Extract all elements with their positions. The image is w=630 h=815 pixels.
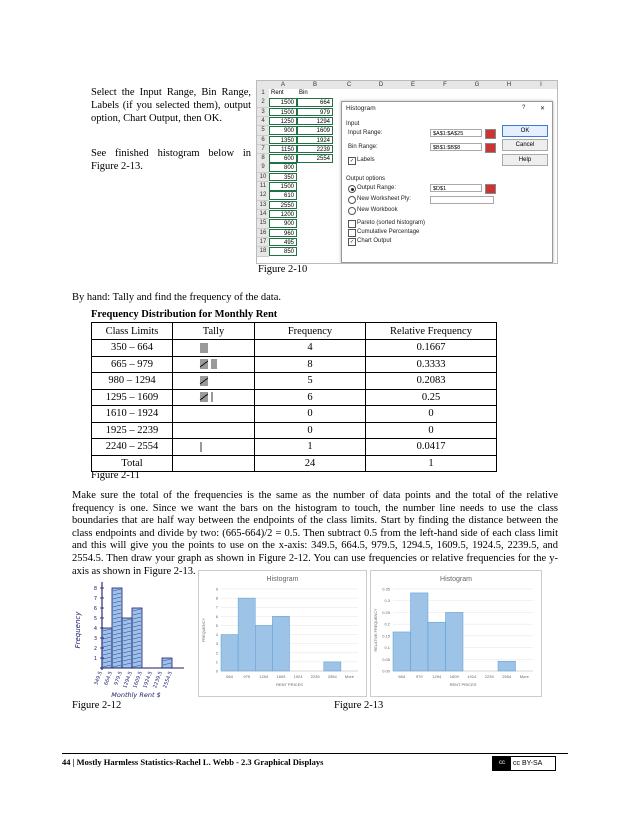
x-tick-label: 979 bbox=[415, 674, 423, 679]
x-tick-label: 2239 bbox=[310, 674, 320, 679]
column-header: Class Limits bbox=[92, 323, 173, 340]
step-instructions: Select the Input Range, Bin Range, Labels (if you selected them), output option, Chart Output, then OK. bbox=[91, 87, 251, 124]
column-header[interactable]: C bbox=[333, 81, 366, 89]
relative-frequency-cell: 0.1667 bbox=[366, 340, 497, 357]
x-tick-label: 1609 bbox=[276, 674, 286, 679]
frequency-histogram-panel bbox=[198, 570, 367, 697]
x-axis-label: RENT PRICES bbox=[449, 682, 477, 687]
dialog-title: Histogram bbox=[346, 105, 376, 112]
y-axis-label: RELATIVE FREQUENCY bbox=[374, 608, 378, 652]
y-tick-label: 4 bbox=[215, 632, 218, 638]
column-header[interactable]: E bbox=[397, 81, 430, 89]
row-header[interactable]: 10 bbox=[257, 173, 269, 183]
page-footer: 44 | Mostly Harmless Statistics-Rachel L. Webb - 2.3 Graphical Displays bbox=[62, 757, 324, 767]
table-row bbox=[92, 422, 497, 439]
cancel-button[interactable]: Cancel bbox=[502, 139, 548, 151]
x-tick-label: More bbox=[519, 674, 529, 679]
class-limits-cell: 665 – 979 bbox=[92, 356, 173, 373]
column-header: Frequency bbox=[255, 323, 366, 340]
y-tick-label: 9 bbox=[215, 586, 218, 592]
column-header[interactable]: B bbox=[297, 81, 334, 89]
x-tick-label: 1924.5 bbox=[142, 670, 154, 690]
row-header[interactable]: 18 bbox=[257, 247, 269, 257]
sheet-cell[interactable]: 900 bbox=[269, 219, 297, 228]
labels-label: Labels bbox=[357, 157, 375, 163]
x-tick-label: 2239 bbox=[484, 674, 494, 679]
tally-cell bbox=[173, 389, 255, 406]
x-tick-label: 979 bbox=[243, 674, 251, 679]
sheet-cell[interactable]: 1200 bbox=[269, 210, 297, 219]
sheet-cell[interactable]: 1500 bbox=[269, 98, 297, 107]
y-tick-label: 0 bbox=[215, 668, 218, 674]
column-header[interactable]: G bbox=[461, 81, 494, 89]
sheet-cell[interactable]: 2239 bbox=[297, 145, 333, 154]
figure-2-13-caption: Figure 2-13 bbox=[334, 700, 384, 711]
frequency-cell: 5 bbox=[255, 373, 366, 390]
chart-output-checkbox[interactable]: ✓ bbox=[349, 239, 355, 245]
sketch-x-label: Monthly Rent $ bbox=[111, 691, 161, 699]
output-range-radio[interactable] bbox=[348, 185, 356, 193]
row-header[interactable]: 13 bbox=[257, 201, 269, 211]
y-tick-label: 4 bbox=[93, 626, 97, 632]
row-header[interactable]: 5 bbox=[257, 126, 269, 136]
table-row bbox=[92, 439, 497, 456]
class-limits-cell: 1610 – 1924 bbox=[92, 406, 173, 423]
tally-marks bbox=[199, 375, 229, 387]
hand-drawn-histogram bbox=[72, 580, 194, 700]
sheet-cell[interactable] bbox=[297, 247, 333, 256]
relative-frequency-cell: 0 bbox=[366, 422, 497, 439]
range-picker-icon[interactable] bbox=[485, 129, 496, 139]
y-tick-label: 0.3 bbox=[384, 598, 390, 604]
sheet-cell[interactable] bbox=[297, 210, 333, 219]
histogram-bar bbox=[324, 662, 341, 671]
column-header[interactable]: F bbox=[429, 81, 462, 89]
new-workbook-radio[interactable] bbox=[348, 207, 356, 215]
footer-rule bbox=[62, 753, 568, 754]
input-range-field[interactable]: $A$1:$A$25 bbox=[430, 129, 482, 137]
sheet-cell[interactable]: 600 bbox=[269, 154, 297, 163]
row-header[interactable]: 4 bbox=[257, 117, 269, 127]
range-picker-icon[interactable] bbox=[485, 143, 496, 153]
y-tick-label: 2 bbox=[93, 646, 97, 652]
y-tick-label: 0.2 bbox=[384, 621, 390, 627]
table-row bbox=[92, 356, 497, 373]
class-limits-cell: 1925 – 2239 bbox=[92, 422, 173, 439]
relative-frequency-histogram-chart bbox=[371, 571, 541, 696]
output-range-label: Output Range: bbox=[357, 185, 397, 191]
column-header: Tally bbox=[173, 323, 255, 340]
sheet-cell[interactable]: 664 bbox=[297, 98, 333, 107]
sheet-cell[interactable] bbox=[297, 219, 333, 228]
column-header[interactable]: H bbox=[493, 81, 526, 89]
total-relative-frequency: 1 bbox=[366, 455, 497, 472]
range-picker-icon[interactable] bbox=[485, 184, 496, 194]
class-limits-cell: 1295 – 1609 bbox=[92, 389, 173, 406]
tally-cell bbox=[173, 373, 255, 390]
row-header[interactable]: 9 bbox=[257, 163, 269, 173]
frequency-cell: 4 bbox=[255, 340, 366, 357]
x-tick-label: 2239.5 bbox=[152, 670, 164, 690]
table-title: Frequency Distribution for Monthly Rent bbox=[91, 309, 278, 320]
explanation-paragraph: Make sure the total of the frequencies is the same as the number of data points and the total of the relative frequency is one. Since we want the bars on the histogram to touch, the number line needs to use the class boundaries that are half way between the endpoints of the class limits. Start by finding the distance between the class endpoints and divide by two: (665-664)/2 = 0.5. Then subtract 0.5 from the left-hand side of each class limit and this will give you the points to use on the x-axis: 349.5, 664.5, 979.5, 1294.5, 1609.5, 1924.5, 2239.5, and 2554.5. Then draw your graph as shown in Figure 2-12. You can use frequencies or relative frequencies for the y-axis as shown in Figure 2-13. bbox=[72, 490, 558, 577]
figure-2-11-caption: Figure 2-11 bbox=[91, 470, 140, 481]
sheet-cell[interactable]: 1250 bbox=[269, 117, 297, 126]
row-header[interactable]: 16 bbox=[257, 229, 269, 239]
bin-range-field[interactable]: $B$1:$B$8 bbox=[430, 143, 482, 151]
sheet-cell[interactable]: Rent bbox=[271, 90, 284, 96]
output-section-label: Output options bbox=[346, 176, 386, 182]
tally-cell bbox=[173, 422, 255, 439]
table-row bbox=[92, 340, 497, 357]
y-tick-label: 8 bbox=[215, 595, 218, 601]
row-header[interactable]: 8 bbox=[257, 154, 269, 164]
y-tick-label: 3 bbox=[215, 641, 218, 647]
x-tick-label: 1924 bbox=[293, 674, 303, 679]
labels-checkbox[interactable]: ✓ bbox=[349, 158, 355, 164]
y-tick-label: 0.1 bbox=[384, 645, 390, 651]
column-header: Relative Frequency bbox=[366, 323, 497, 340]
sheet-cell[interactable]: 495 bbox=[269, 238, 297, 247]
sheet-cell[interactable]: 2554 bbox=[297, 154, 333, 163]
row-header[interactable]: 17 bbox=[257, 238, 269, 248]
y-tick-label: 6 bbox=[93, 606, 97, 612]
row-header[interactable]: 15 bbox=[257, 219, 269, 229]
relative-frequency-cell: 0 bbox=[366, 406, 497, 423]
cc-badge-text: cc BY-SA bbox=[513, 760, 543, 767]
sketch-bar bbox=[112, 588, 122, 668]
input-range-label: Input Range: bbox=[348, 130, 383, 136]
new-worksheet-radio[interactable] bbox=[348, 196, 356, 204]
x-tick-label: 1294 bbox=[259, 674, 269, 679]
help-button[interactable]: Help bbox=[502, 154, 548, 166]
relative-frequency-cell: 0.25 bbox=[366, 389, 497, 406]
class-limits-cell: 980 – 1294 bbox=[92, 373, 173, 390]
frequency-cell: 6 bbox=[255, 389, 366, 406]
column-header[interactable]: A bbox=[269, 81, 298, 89]
y-tick-label: 0.25 bbox=[382, 609, 390, 615]
input-section-label: Input bbox=[346, 121, 360, 127]
row-header[interactable]: 6 bbox=[257, 136, 269, 146]
pareto-checkbox[interactable] bbox=[348, 220, 356, 228]
sheet-cell[interactable]: 1294 bbox=[297, 117, 333, 126]
cc-license-badge bbox=[492, 756, 556, 771]
x-tick-label: 1609 bbox=[449, 674, 459, 679]
x-tick-label: More bbox=[344, 674, 354, 679]
sheet-cell[interactable]: 610 bbox=[269, 191, 297, 200]
cumulative-checkbox[interactable] bbox=[348, 229, 356, 237]
sheet-cell[interactable]: 350 bbox=[269, 173, 297, 182]
cumulative-label: Cumulative Percentage bbox=[357, 229, 420, 235]
tally-marks bbox=[199, 391, 229, 403]
relative-frequency-cell: 0.2083 bbox=[366, 373, 497, 390]
bin-range-label: Bin Range: bbox=[348, 144, 378, 150]
sheet-cell[interactable] bbox=[297, 182, 333, 191]
total-label: Total bbox=[92, 455, 173, 472]
x-tick-label: 2554 bbox=[502, 674, 512, 679]
x-tick-label: 2554.5 bbox=[162, 670, 174, 690]
x-tick-label: 1294 bbox=[432, 674, 442, 679]
output-range-field[interactable]: $D$1 bbox=[430, 184, 482, 192]
tally-cell bbox=[173, 406, 255, 423]
tally-cell bbox=[173, 455, 255, 472]
chart-output-label: Chart Output bbox=[357, 238, 392, 244]
column-header[interactable]: D bbox=[365, 81, 398, 89]
help-icon[interactable]: ? bbox=[522, 105, 526, 111]
cc-icon: cc bbox=[493, 757, 511, 770]
frequency-cell: 1 bbox=[255, 439, 366, 456]
y-tick-label: 6 bbox=[215, 613, 218, 619]
sheet-cell[interactable]: 1150 bbox=[269, 145, 297, 154]
new-worksheet-label: New Worksheet Ply: bbox=[357, 196, 411, 202]
x-tick-label: 1609.5 bbox=[132, 670, 144, 690]
histogram-bar bbox=[446, 612, 464, 671]
sheet-cell[interactable]: 1500 bbox=[269, 108, 297, 117]
new-workbook-label: New Workbook bbox=[357, 207, 398, 213]
row-header[interactable]: 12 bbox=[257, 191, 269, 201]
frequency-histogram-chart bbox=[199, 571, 366, 696]
sheet-cell[interactable]: 800 bbox=[269, 163, 297, 172]
sheet-cell[interactable] bbox=[297, 163, 333, 172]
row-header[interactable]: 1 bbox=[257, 89, 269, 99]
sheet-cell[interactable]: 960 bbox=[269, 229, 297, 238]
excel-screenshot bbox=[256, 80, 558, 264]
sheet-cell[interactable] bbox=[297, 229, 333, 238]
x-tick-label: 664 bbox=[398, 674, 406, 679]
y-tick-label: 8 bbox=[93, 586, 97, 592]
y-tick-label: 7 bbox=[215, 604, 218, 610]
row-header[interactable]: 2 bbox=[257, 98, 269, 108]
histogram-bar bbox=[498, 661, 516, 671]
histogram-bar bbox=[221, 635, 238, 671]
class-limits-cell: 2240 – 2554 bbox=[92, 439, 173, 456]
tally-marks bbox=[199, 358, 229, 370]
histogram-bar bbox=[428, 622, 446, 671]
sheet-cell[interactable]: Bin bbox=[299, 90, 308, 96]
row-header[interactable]: 7 bbox=[257, 145, 269, 155]
histogram-bar bbox=[238, 598, 255, 671]
x-tick-label: 2554 bbox=[327, 674, 337, 679]
tally-marks bbox=[199, 441, 229, 453]
y-tick-label: 0.35 bbox=[382, 586, 390, 592]
tally-cell bbox=[173, 356, 255, 373]
table-row bbox=[92, 406, 497, 423]
x-tick-label: 664 bbox=[226, 674, 233, 679]
chart-title: Histogram bbox=[266, 576, 299, 583]
ok-button[interactable]: OK bbox=[502, 125, 548, 137]
sheet-cell[interactable] bbox=[297, 173, 333, 182]
sketch-y-label: Frequency bbox=[74, 611, 82, 649]
column-header[interactable]: I bbox=[525, 81, 558, 89]
y-tick-label: 2 bbox=[215, 650, 218, 656]
table-row bbox=[92, 373, 497, 390]
sheet-cell[interactable]: 850 bbox=[269, 247, 297, 256]
histogram-bar bbox=[411, 593, 429, 671]
close-icon[interactable]: ✕ bbox=[540, 106, 546, 112]
frequency-cell: 8 bbox=[255, 356, 366, 373]
frequency-cell: 0 bbox=[255, 406, 366, 423]
sheet-cell[interactable]: 979 bbox=[297, 108, 333, 117]
y-tick-label: 0.05 bbox=[382, 656, 390, 662]
row-header[interactable]: 11 bbox=[257, 182, 269, 192]
y-tick-label: 5 bbox=[93, 616, 97, 622]
frequency-cell: 0 bbox=[255, 422, 366, 439]
figure-2-12-caption: Figure 2-12 bbox=[72, 700, 122, 711]
x-tick-label: 1924 bbox=[467, 674, 477, 679]
y-tick-label: 7 bbox=[93, 596, 97, 602]
total-row bbox=[92, 455, 497, 472]
table-row bbox=[92, 389, 497, 406]
sheet-cell[interactable] bbox=[297, 201, 333, 210]
y-tick-label: 0.00 bbox=[382, 668, 390, 674]
y-tick-label: 0.15 bbox=[382, 633, 390, 639]
sheet-cell[interactable]: 1500 bbox=[269, 182, 297, 191]
sheet-cell[interactable]: 2550 bbox=[269, 201, 297, 210]
x-tick-label: 1294.5 bbox=[122, 670, 134, 690]
class-limits-cell: 350 – 664 bbox=[92, 340, 173, 357]
y-tick-label: 5 bbox=[215, 622, 218, 628]
sheet-cell[interactable]: 1924 bbox=[297, 136, 333, 145]
histogram-dialog bbox=[341, 101, 553, 263]
pareto-label: Pareto (sorted histogram) bbox=[357, 220, 426, 226]
see-histogram-note: See finished histogram below in Figure 2-13. bbox=[91, 148, 251, 172]
sheet-cell[interactable]: 900 bbox=[269, 126, 297, 135]
frequency-table bbox=[91, 322, 497, 472]
sheet-cell[interactable]: 1350 bbox=[269, 136, 297, 145]
x-tick-label: 664.5 bbox=[103, 670, 114, 687]
total-frequency: 24 bbox=[255, 455, 366, 472]
histogram-bar bbox=[255, 625, 272, 671]
by-hand-text: By hand: Tally and find the frequency of the data. bbox=[72, 292, 282, 303]
y-tick-label: 1 bbox=[215, 659, 218, 665]
x-tick-label: 979.5 bbox=[113, 670, 124, 687]
x-axis-label: RENT PRICES bbox=[276, 682, 303, 687]
relative-frequency-cell: 0.0417 bbox=[366, 439, 497, 456]
y-axis-label: FREQUENCY bbox=[202, 618, 206, 642]
tally-cell bbox=[173, 439, 255, 456]
y-tick-label: 3 bbox=[93, 636, 97, 642]
relative-frequency-histogram-panel bbox=[370, 570, 542, 697]
sheet-cell[interactable] bbox=[297, 191, 333, 200]
histogram-bar bbox=[393, 632, 411, 671]
relative-frequency-cell: 0.3333 bbox=[366, 356, 497, 373]
chart-title: Histogram bbox=[440, 576, 472, 583]
row-header[interactable]: 3 bbox=[257, 108, 269, 118]
histogram-bar bbox=[272, 616, 289, 671]
tally-marks bbox=[199, 342, 229, 354]
new-worksheet-field[interactable] bbox=[430, 196, 494, 204]
sheet-cell[interactable] bbox=[297, 238, 333, 247]
sheet-cell[interactable]: 1609 bbox=[297, 126, 333, 135]
tally-cell bbox=[173, 340, 255, 357]
y-tick-label: 1 bbox=[93, 656, 97, 662]
row-header[interactable]: 14 bbox=[257, 210, 269, 220]
figure-2-10-caption: Figure 2-10 bbox=[258, 264, 308, 275]
x-tick-label: 349.5 bbox=[93, 670, 104, 687]
